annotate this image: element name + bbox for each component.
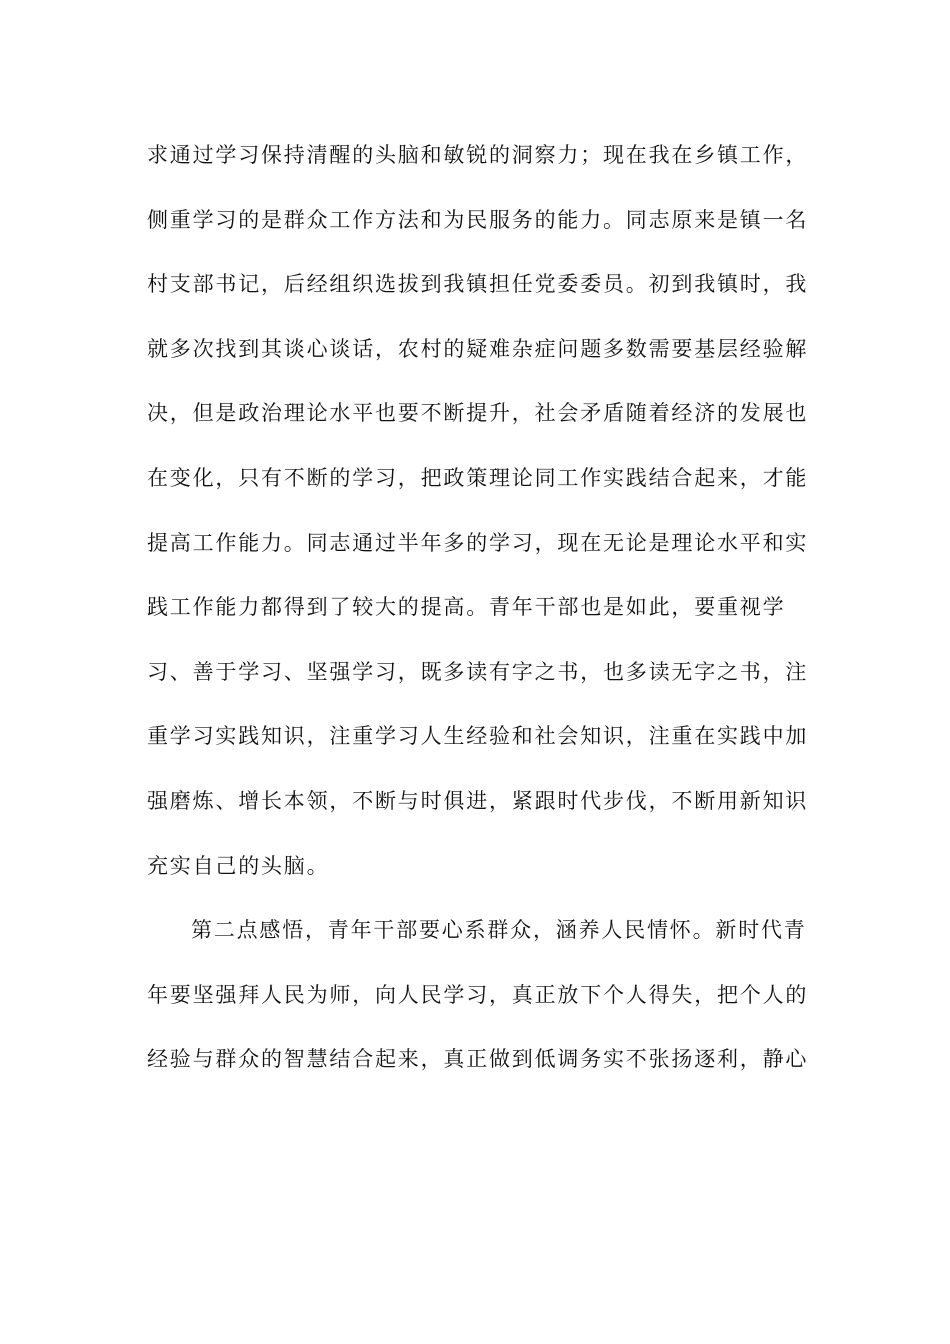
text-line: 习、善于学习、坚强学习，既多读有字之书，也多读无字之书，注 bbox=[147, 659, 809, 684]
text-line: 决，但是政治理论水平也要不断提升，社会矛盾随着经济的发展也 bbox=[147, 401, 809, 426]
paragraph-start-line: 第二点感悟，青年干部要心系群众，涵养人民情怀。新时代青 bbox=[191, 918, 807, 943]
text-line: 提高工作能力。同志通过半年多的学习，现在无论是理论水平和实 bbox=[147, 530, 809, 555]
text-line: 重学习实践知识，注重学习人生经验和社会知识，注重在实践中加 bbox=[147, 724, 809, 749]
text-line: 村支部书记，后经组织选拔到我镇担任党委委员。初到我镇时，我 bbox=[147, 272, 809, 297]
text-line: 在变化，只有不断的学习，把政策理论同工作实践结合起来，才能 bbox=[147, 465, 809, 490]
text-line: 求通过学习保持清醒的头脑和敏锐的洞察力；现在我在乡镇工作， bbox=[147, 143, 809, 167]
text-line: 强磨炼、增长本领，不断与时俱进，紧跟时代步伐，不断用新知识 bbox=[147, 788, 809, 813]
text-line: 年要坚强拜人民为师，向人民学习，真正放下个人得失，把个人的 bbox=[147, 982, 809, 1007]
text-line: 经验与群众的智慧结合起来，真正做到低调务实不张扬逐利，静心 bbox=[147, 1047, 809, 1072]
body-text bbox=[147, 126, 807, 1095]
text-line: 就多次找到其谈心谈话，农村的疑难杂症问题多数需要基层经验解 bbox=[147, 336, 809, 361]
text-line: 充实自己的头脑。 bbox=[147, 853, 330, 878]
text-line: 践工作能力都得到了较大的提高。青年干部也是如此，要重视学 bbox=[147, 595, 786, 620]
text-line: 侧重学习的是群众工作方法和为民服务的能力。同志原来是镇一名 bbox=[147, 207, 809, 232]
